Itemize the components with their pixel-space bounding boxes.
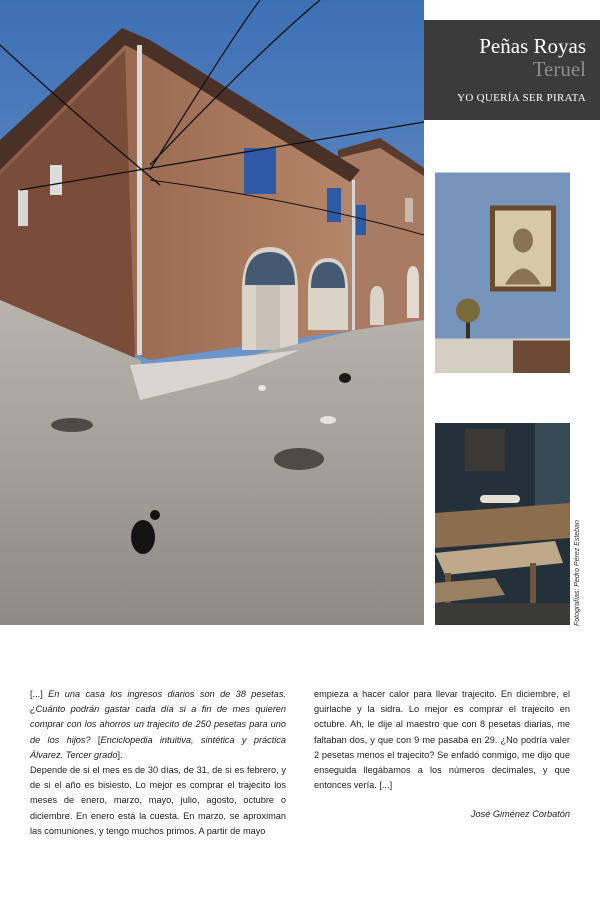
body-paragraph-right: empieza a hacer calor para llevar trajecito. En diciembre, el guirlache y la sidra. Lo mejor es comprar el trajecito en octubre. Ah, le dije al maestro que con 8 pesetas diarias, me faltaban dos, y que con 9 me pasaba en 29. ¿No podría valer 2 pesetas menos el trajecito? Se enfadó conmigo, me dijo que enseguida llegábamos a los números decimales, y que entonces vería. [...] [314, 689, 570, 791]
article-headline: YO QUERÍA SER PIRATA [457, 92, 586, 104]
author-signature: José Giménez Corbatón [470, 809, 570, 819]
photo-classroom-portrait [435, 172, 570, 373]
text-column-left [30, 687, 286, 839]
quote-ellipsis: [...] [30, 689, 49, 699]
photo-old-school-desks [435, 423, 570, 625]
source-close: ]. [117, 749, 123, 760]
body-paragraph-left: Depende de si el mes es de 30 días, de 31, de si es febrero, y de si el año es bisiesto. Lo mejor es comprar el trajecito los meses de enero, marzo, mayo, julio, agosto, octubre o diciembre. En enero está la cuesta. En marzo, se aproximan las comuniones, y tengo muchos primos. A partir de mayo [30, 765, 286, 836]
photo-credit: Fotografías: Pedro Pérez Esteban [574, 520, 581, 626]
quote-paragraph [30, 687, 286, 763]
text-column-right [314, 687, 570, 793]
title-box [424, 20, 600, 120]
main-photo-street-houses [0, 0, 424, 625]
place-name: Peñas Royas [479, 34, 586, 58]
source-open: [ [90, 734, 101, 745]
quote-text: En una casa los ingresos diarios son de 38 pesetas. ¿Cuánto podrán gastar cada día si a fin de mes quieren comprar con los ahorros un trajecito de 250 pesetas para uno de los hijos? [30, 689, 286, 745]
region-name: Teruel [532, 57, 586, 81]
source-title: Enciclopedia intuitiva, sintética y práctica Álvarez. Tercer grado [30, 734, 287, 760]
